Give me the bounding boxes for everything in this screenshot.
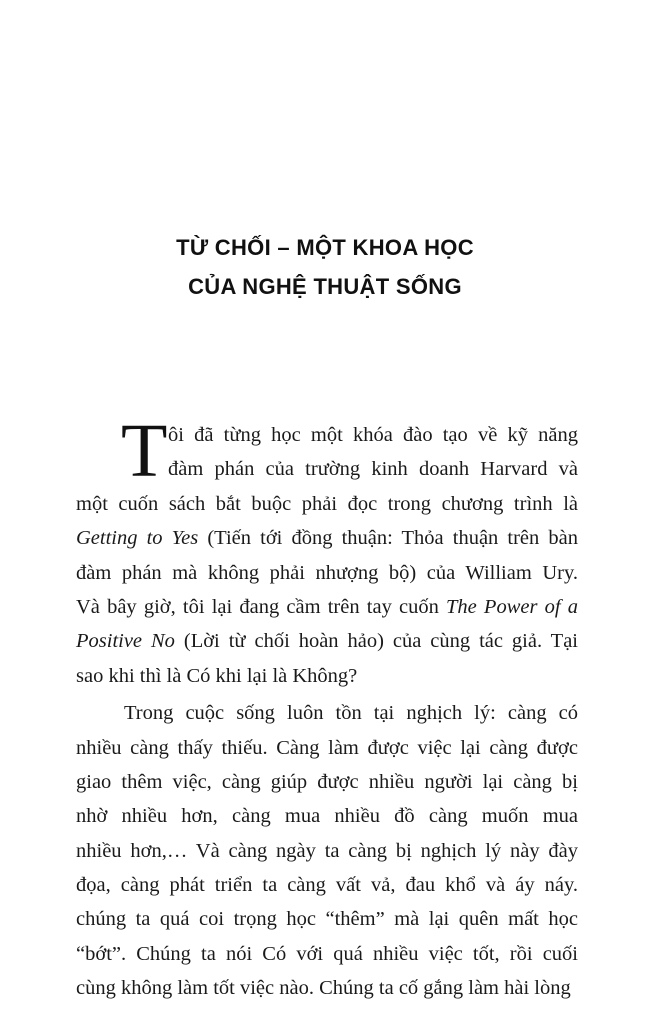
text-segment: sao khi thì là Có khi lại là Không? [76,664,358,687]
chapter-title-line-1: TỪ CHỐI – MỘT KHOA HỌC [176,235,474,260]
text-segment: Trong cuộc sống luôn tồn tại nghịch lý: càng có [124,702,578,725]
text-segment: cùng không làm tốt việc nào. Chúng ta cố gắng làm hài lòng [76,977,571,1000]
text-line [76,590,578,624]
text-line [76,659,578,693]
text-segment: đàm phán của trường kinh doanh Harvard và [168,458,578,481]
text-line [76,902,578,936]
text-segment: “bớt”. Chúng ta nói Có với quá nhiều việc tốt, rồi cuối [76,942,578,965]
text-segment: (Lời từ chối hoàn hảo) của cùng tác giả. Tại [174,630,578,653]
italic-book-title: The Power of a [446,595,578,618]
italic-book-title: Getting to Yes [76,527,199,550]
chapter-title [0,228,650,306]
paragraph [76,696,578,1006]
italic-book-title: Positive No [76,630,175,653]
body-text [76,409,578,1006]
text-line [76,696,578,730]
text-segment: giao thêm việc, càng giúp được nhiều người lại càng bị [76,770,578,793]
text-line [76,624,578,658]
text-segment: đàm phán mà không phải nhượng bộ) của William Ury. [76,561,578,584]
text-segment: nhiều hơn,… Và càng ngày ta càng bị nghịch lý này đày [76,839,578,862]
text-segment: (Tiến tới đồng thuận: Thỏa thuận trên bàn [198,527,578,550]
text-line [76,971,578,1005]
text-segment: Và bây giờ, tôi lại đang cầm trên tay cuốn [76,595,447,618]
chapter-title-line-2: CỦA NGHỆ THUẬT SỐNG [188,274,462,299]
text-line [76,521,578,555]
text-segment: chúng ta quá coi trọng học “thêm” mà lại quên mất học [76,908,578,931]
text-line [76,556,578,590]
text-line [76,765,578,799]
text-line [76,937,578,971]
text-line [76,799,578,833]
text-segment: nhiều càng thấy thiếu. Càng làm được việc lại càng được [76,736,578,759]
text-segment: đọa, càng phát triển ta càng vất vả, đau khổ và áy náy. [76,874,578,897]
text-line [76,834,578,868]
text-segment: nhờ nhiều hơn, càng mua nhiều đồ càng muốn mua [76,805,578,828]
text-segment: ôi đã từng học một khóa đào tạo về kỹ năng [168,424,578,446]
text-line [76,731,578,765]
text-segment: một cuốn sách bắt buộc phải đọc trong chương trình là [76,492,578,515]
drop-cap: T [121,409,168,493]
text-line [76,868,578,902]
